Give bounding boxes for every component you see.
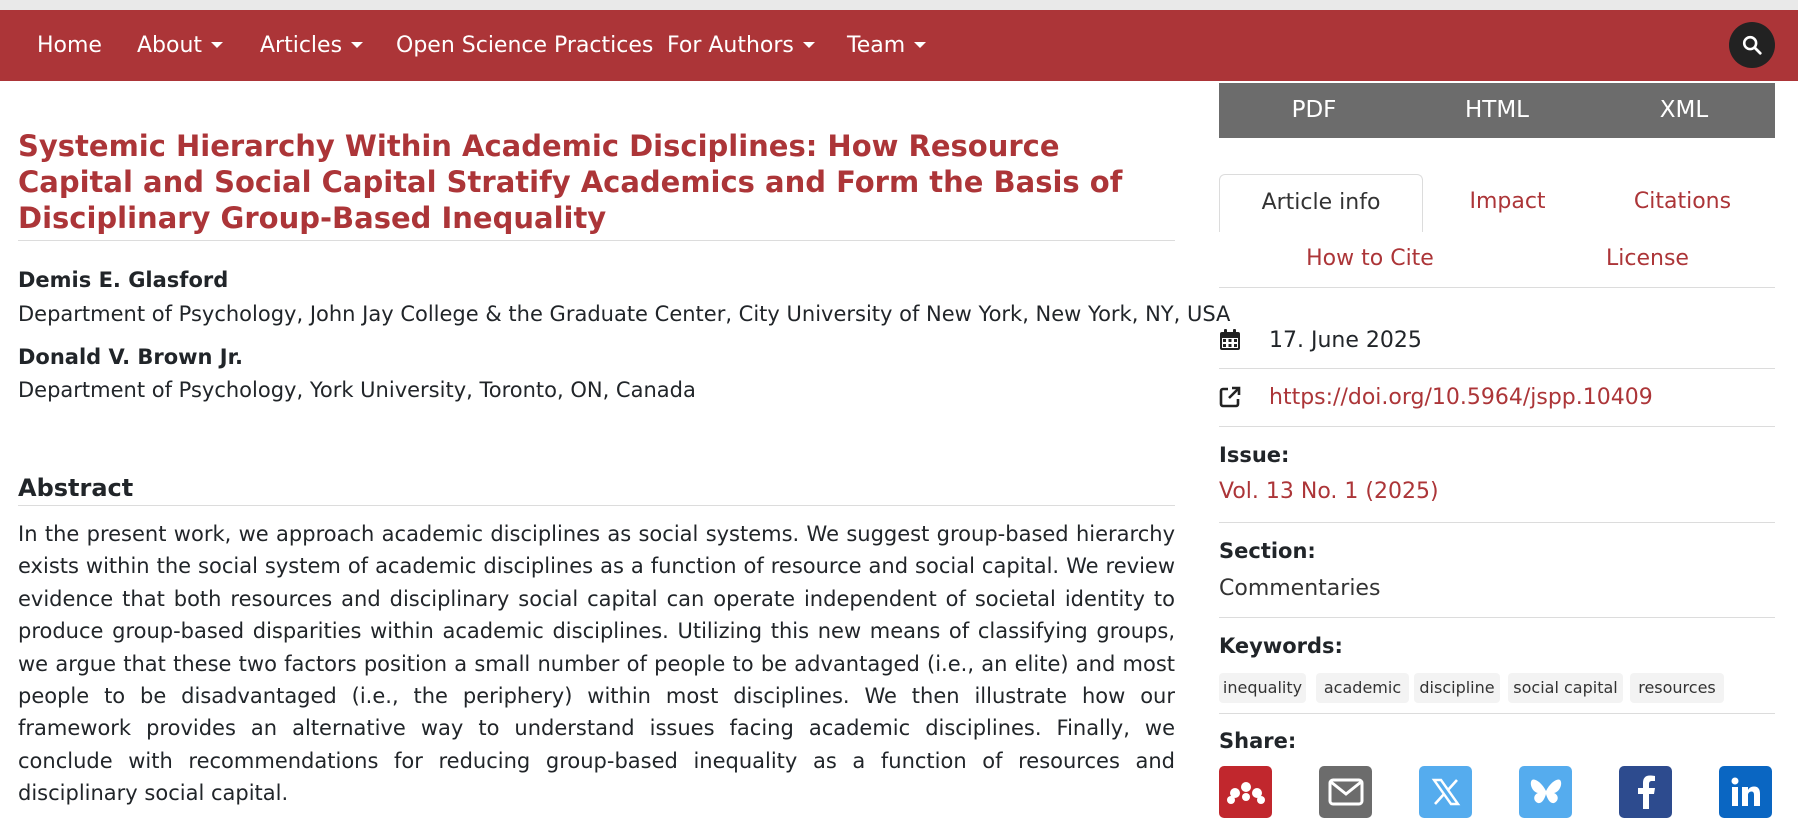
author-name: Demis E. Glasford bbox=[18, 268, 229, 292]
divider bbox=[1219, 713, 1775, 714]
top-strip bbox=[0, 0, 1798, 10]
tab-article-info[interactable]: Article info bbox=[1219, 174, 1423, 232]
nav-about-label: About bbox=[137, 33, 203, 58]
html-link[interactable]: HTML bbox=[1464, 97, 1529, 123]
mendeley-icon bbox=[1226, 779, 1266, 805]
nav-for-authors-label: For Authors bbox=[667, 33, 794, 58]
nav-open-science[interactable]: Open Science Practices bbox=[396, 33, 654, 58]
keyword-tag[interactable]: inequality bbox=[1219, 673, 1306, 703]
keyword-tag[interactable]: academic bbox=[1316, 673, 1409, 703]
share-email-button[interactable] bbox=[1319, 766, 1372, 818]
main-navbar bbox=[0, 10, 1798, 81]
share-facebook-button[interactable] bbox=[1619, 766, 1672, 818]
keyword-tag[interactable]: resources bbox=[1630, 673, 1724, 703]
email-icon bbox=[1328, 778, 1364, 806]
format-bar bbox=[1219, 83, 1775, 138]
nav-about[interactable] bbox=[137, 10, 223, 81]
keyword-tag[interactable]: social capital bbox=[1508, 673, 1623, 703]
share-mendeley-button[interactable] bbox=[1219, 766, 1272, 818]
chevron-down-icon bbox=[351, 42, 363, 48]
linkedin-icon bbox=[1730, 776, 1762, 808]
section-value: Commentaries bbox=[1219, 576, 1381, 601]
nav-articles[interactable] bbox=[260, 10, 363, 81]
pdf-link[interactable]: PDF bbox=[1291, 97, 1337, 123]
doi-link[interactable]: https://doi.org/10.5964/jspp.10409 bbox=[1269, 385, 1653, 410]
nav-team[interactable] bbox=[847, 10, 926, 81]
external-link-icon bbox=[1218, 385, 1242, 409]
article-title: Systemic Hierarchy Within Academic Disciplines: How Resource Capital and Social Capital Stratify Academics and Form the Basis of Disciplinary Group-Based Inequality bbox=[18, 129, 1123, 235]
nav-team-label: Team bbox=[847, 33, 906, 58]
share-bluesky-button[interactable] bbox=[1519, 766, 1572, 818]
divider bbox=[1219, 426, 1775, 427]
share-x-button[interactable] bbox=[1419, 766, 1472, 818]
divider bbox=[1219, 287, 1775, 288]
nav-for-authors[interactable] bbox=[667, 10, 815, 81]
share-linkedin-button[interactable] bbox=[1719, 766, 1772, 818]
chevron-down-icon bbox=[803, 42, 815, 48]
share-label: Share: bbox=[1219, 729, 1297, 753]
calendar-icon bbox=[1218, 328, 1242, 352]
divider bbox=[1219, 522, 1775, 523]
chevron-down-icon bbox=[211, 42, 223, 48]
abstract-text: In the present work, we approach academic disciplines as social systems. We suggest group-based hierarchy exists within the social system of academic disciplines as a function of resource and social capital. We review evidence that both resources and disciplinary social capital can operate independent of societal identity to produce group-based disparities within academic disciplines. Utilizing this new means of classifying groups, we argue that these two factors position a small number of people to be advantaged (i.e., an elite) and most people to be disadvantaged (i.e., the periphery) within most disciplines. We then illustrate how our framework provides an alternative way to understand issues facing academic disciplines. Finally, we conclude with recommendations for reducing group-based inequality as a function of resources and disciplinary social capital. bbox=[18, 522, 1175, 806]
issue-link[interactable]: Vol. 13 No. 1 (2025) bbox=[1219, 479, 1439, 504]
xml-link[interactable]: XML bbox=[1659, 97, 1709, 123]
nav-articles-label: Articles bbox=[260, 33, 343, 58]
author-affiliation: Department of Psychology, John Jay College & the Graduate Center, City University of New York, New York, NY, USA bbox=[18, 302, 1231, 326]
search-icon bbox=[1741, 34, 1763, 56]
tab-license[interactable]: License bbox=[1606, 246, 1689, 271]
tab-how-to-cite[interactable]: How to Cite bbox=[1306, 246, 1434, 271]
issue-label: Issue: bbox=[1219, 443, 1290, 467]
chevron-down-icon bbox=[914, 42, 926, 48]
tab-citations[interactable]: Citations bbox=[1633, 189, 1732, 214]
facebook-icon bbox=[1635, 775, 1657, 809]
divider bbox=[18, 240, 1175, 241]
author-affiliation: Department of Psychology, York University, Toronto, ON, Canada bbox=[18, 378, 696, 402]
divider bbox=[1219, 368, 1775, 369]
search-button[interactable] bbox=[1729, 22, 1775, 68]
author-name: Donald V. Brown Jr. bbox=[18, 345, 243, 369]
divider bbox=[1219, 617, 1775, 618]
publish-date: 17. June 2025 bbox=[1269, 328, 1422, 353]
divider bbox=[18, 505, 1175, 506]
section-label: Section: bbox=[1219, 539, 1316, 563]
x-icon bbox=[1431, 777, 1461, 807]
abstract-heading: Abstract bbox=[18, 474, 134, 502]
nav-home[interactable]: Home bbox=[37, 33, 102, 58]
keywords-label: Keywords: bbox=[1219, 634, 1343, 658]
bluesky-icon bbox=[1529, 777, 1563, 807]
tab-impact[interactable]: Impact bbox=[1469, 189, 1546, 214]
keyword-tag[interactable]: discipline bbox=[1414, 673, 1500, 703]
